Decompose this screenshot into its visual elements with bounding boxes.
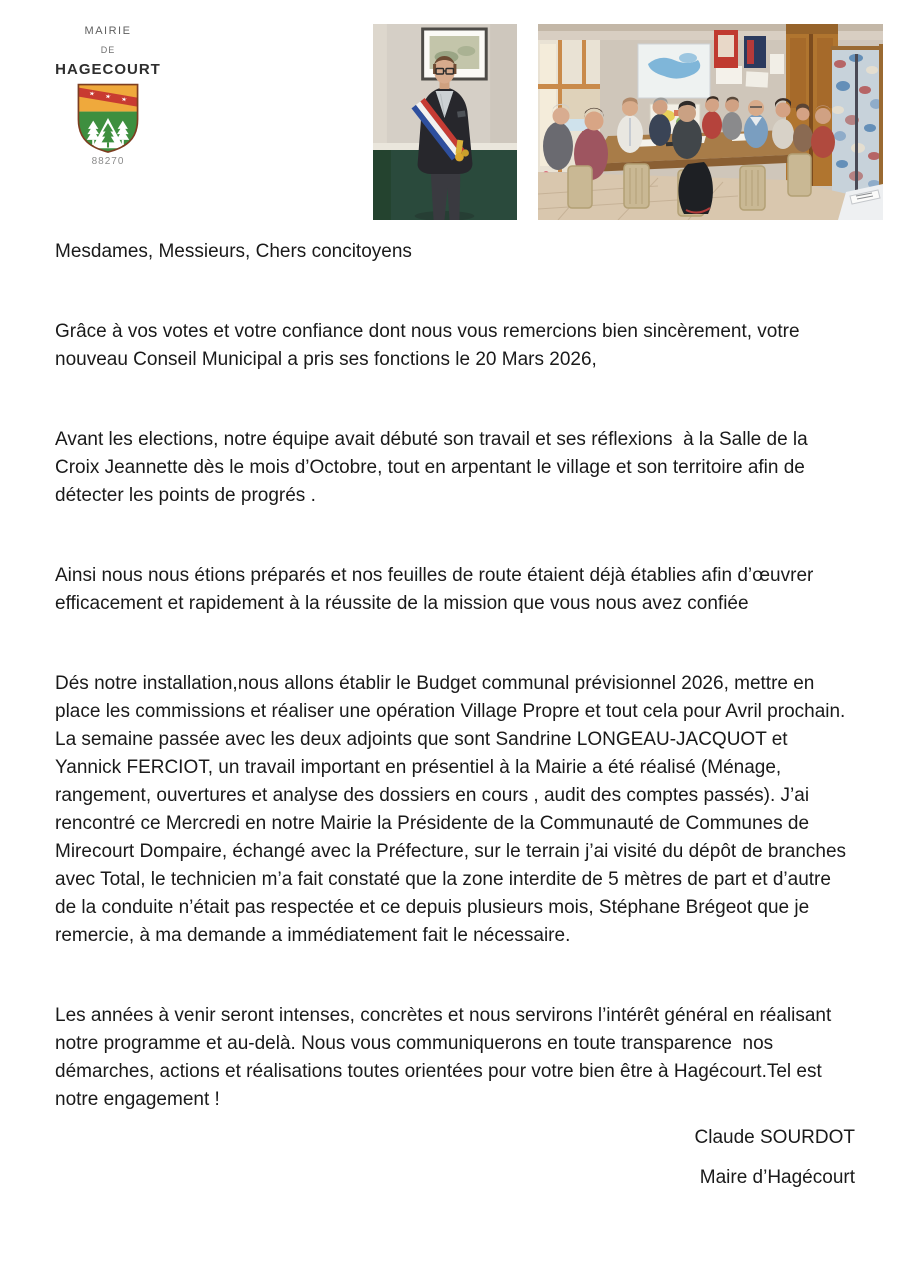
- logo-line-hagecourt: HAGECOURT: [55, 61, 161, 78]
- mayor-portrait-illustration: [373, 24, 517, 220]
- logo-line-mairie: MAIRIE: [84, 25, 132, 37]
- paragraph-engagement: Les années à venir seront intenses, concrètes et nous servirons l’intérêt général en réalisant notre programme et au-delà. Nous vous communiquerons en toute transparence nos démarches, actions et réalisations toutes orientées pour votre bien être à Hagécourt.Tel est notre engagement !: [55, 1005, 837, 1110]
- paragraph-preparation: Ainsi nous nous étions préparés et nos feuilles de route étaient déjà établies afin d’œuvrer efficacement et rapidement à la réussite de la mission que vous nous avez confiée: [55, 565, 819, 614]
- council-meeting-illustration: [538, 24, 883, 220]
- logo-line-de: DE: [100, 45, 116, 55]
- mairie-logo: [40, 26, 176, 167]
- council-meeting-photo: [538, 24, 883, 220]
- logo-postal-code: 88270: [91, 156, 125, 167]
- mayor-portrait-photo: [373, 24, 517, 220]
- signature-name: Claude SOURDOT: [694, 1127, 855, 1148]
- signature-title: Maire d’Hagécourt: [699, 1167, 855, 1188]
- hagecourt-coat-of-arms-icon: [74, 82, 142, 154]
- paragraph-votes: Grâce à vos votes et votre confiance dont nous vous remercions bien sincèrement, votre nouveau Conseil Municipal a pris ses fonctions le 20 Mars 2026,: [55, 321, 805, 370]
- letter-body: [55, 238, 855, 1204]
- salutation: Mesdames, Messieurs, Chers concitoyens: [55, 241, 412, 262]
- paragraph-installation: Dés notre installation,nous allons établir le Budget communal prévisionnel 2026, mettre en place les commissions et réaliser une opération Village Propre et tout cela pour Avril prochain. La semaine passée avec les deux adjoints que sont Sandrine LONGEAU-JACQUOT et Yannick FERCIOT, un travail important en présentiel à la Mairie a été réalisé (Ménage, rangement, ouvertures et analyse des dossiers en cours , audit des comptes passés). J’ai rencontré ce Mercredi en notre Mairie la Présidente de la Communauté de Communes de Mirecourt Dompaire, échangé avec la Préfecture, sur le terrain j’ai visité du dépôt de branches avec Total, le technicien m’a fait constaté que la zone interdite de 5 mètres de part et d’autre de la conduite n’était pas respectée et ce depuis plusieurs mois, Stéphane Brégeot que je remercie, à ma demande a immédiatement fait le nécessaire.: [55, 673, 852, 946]
- draped-jacket: [678, 162, 713, 214]
- paragraph-avant-elections: Avant les elections, notre équipe avait débuté son travail et ses réflexions à la Salle de la Croix Jeannette dès le mois d’Octobre, tout en arpentant le village et son territoire afin de détecter les points de progrés .: [55, 429, 813, 506]
